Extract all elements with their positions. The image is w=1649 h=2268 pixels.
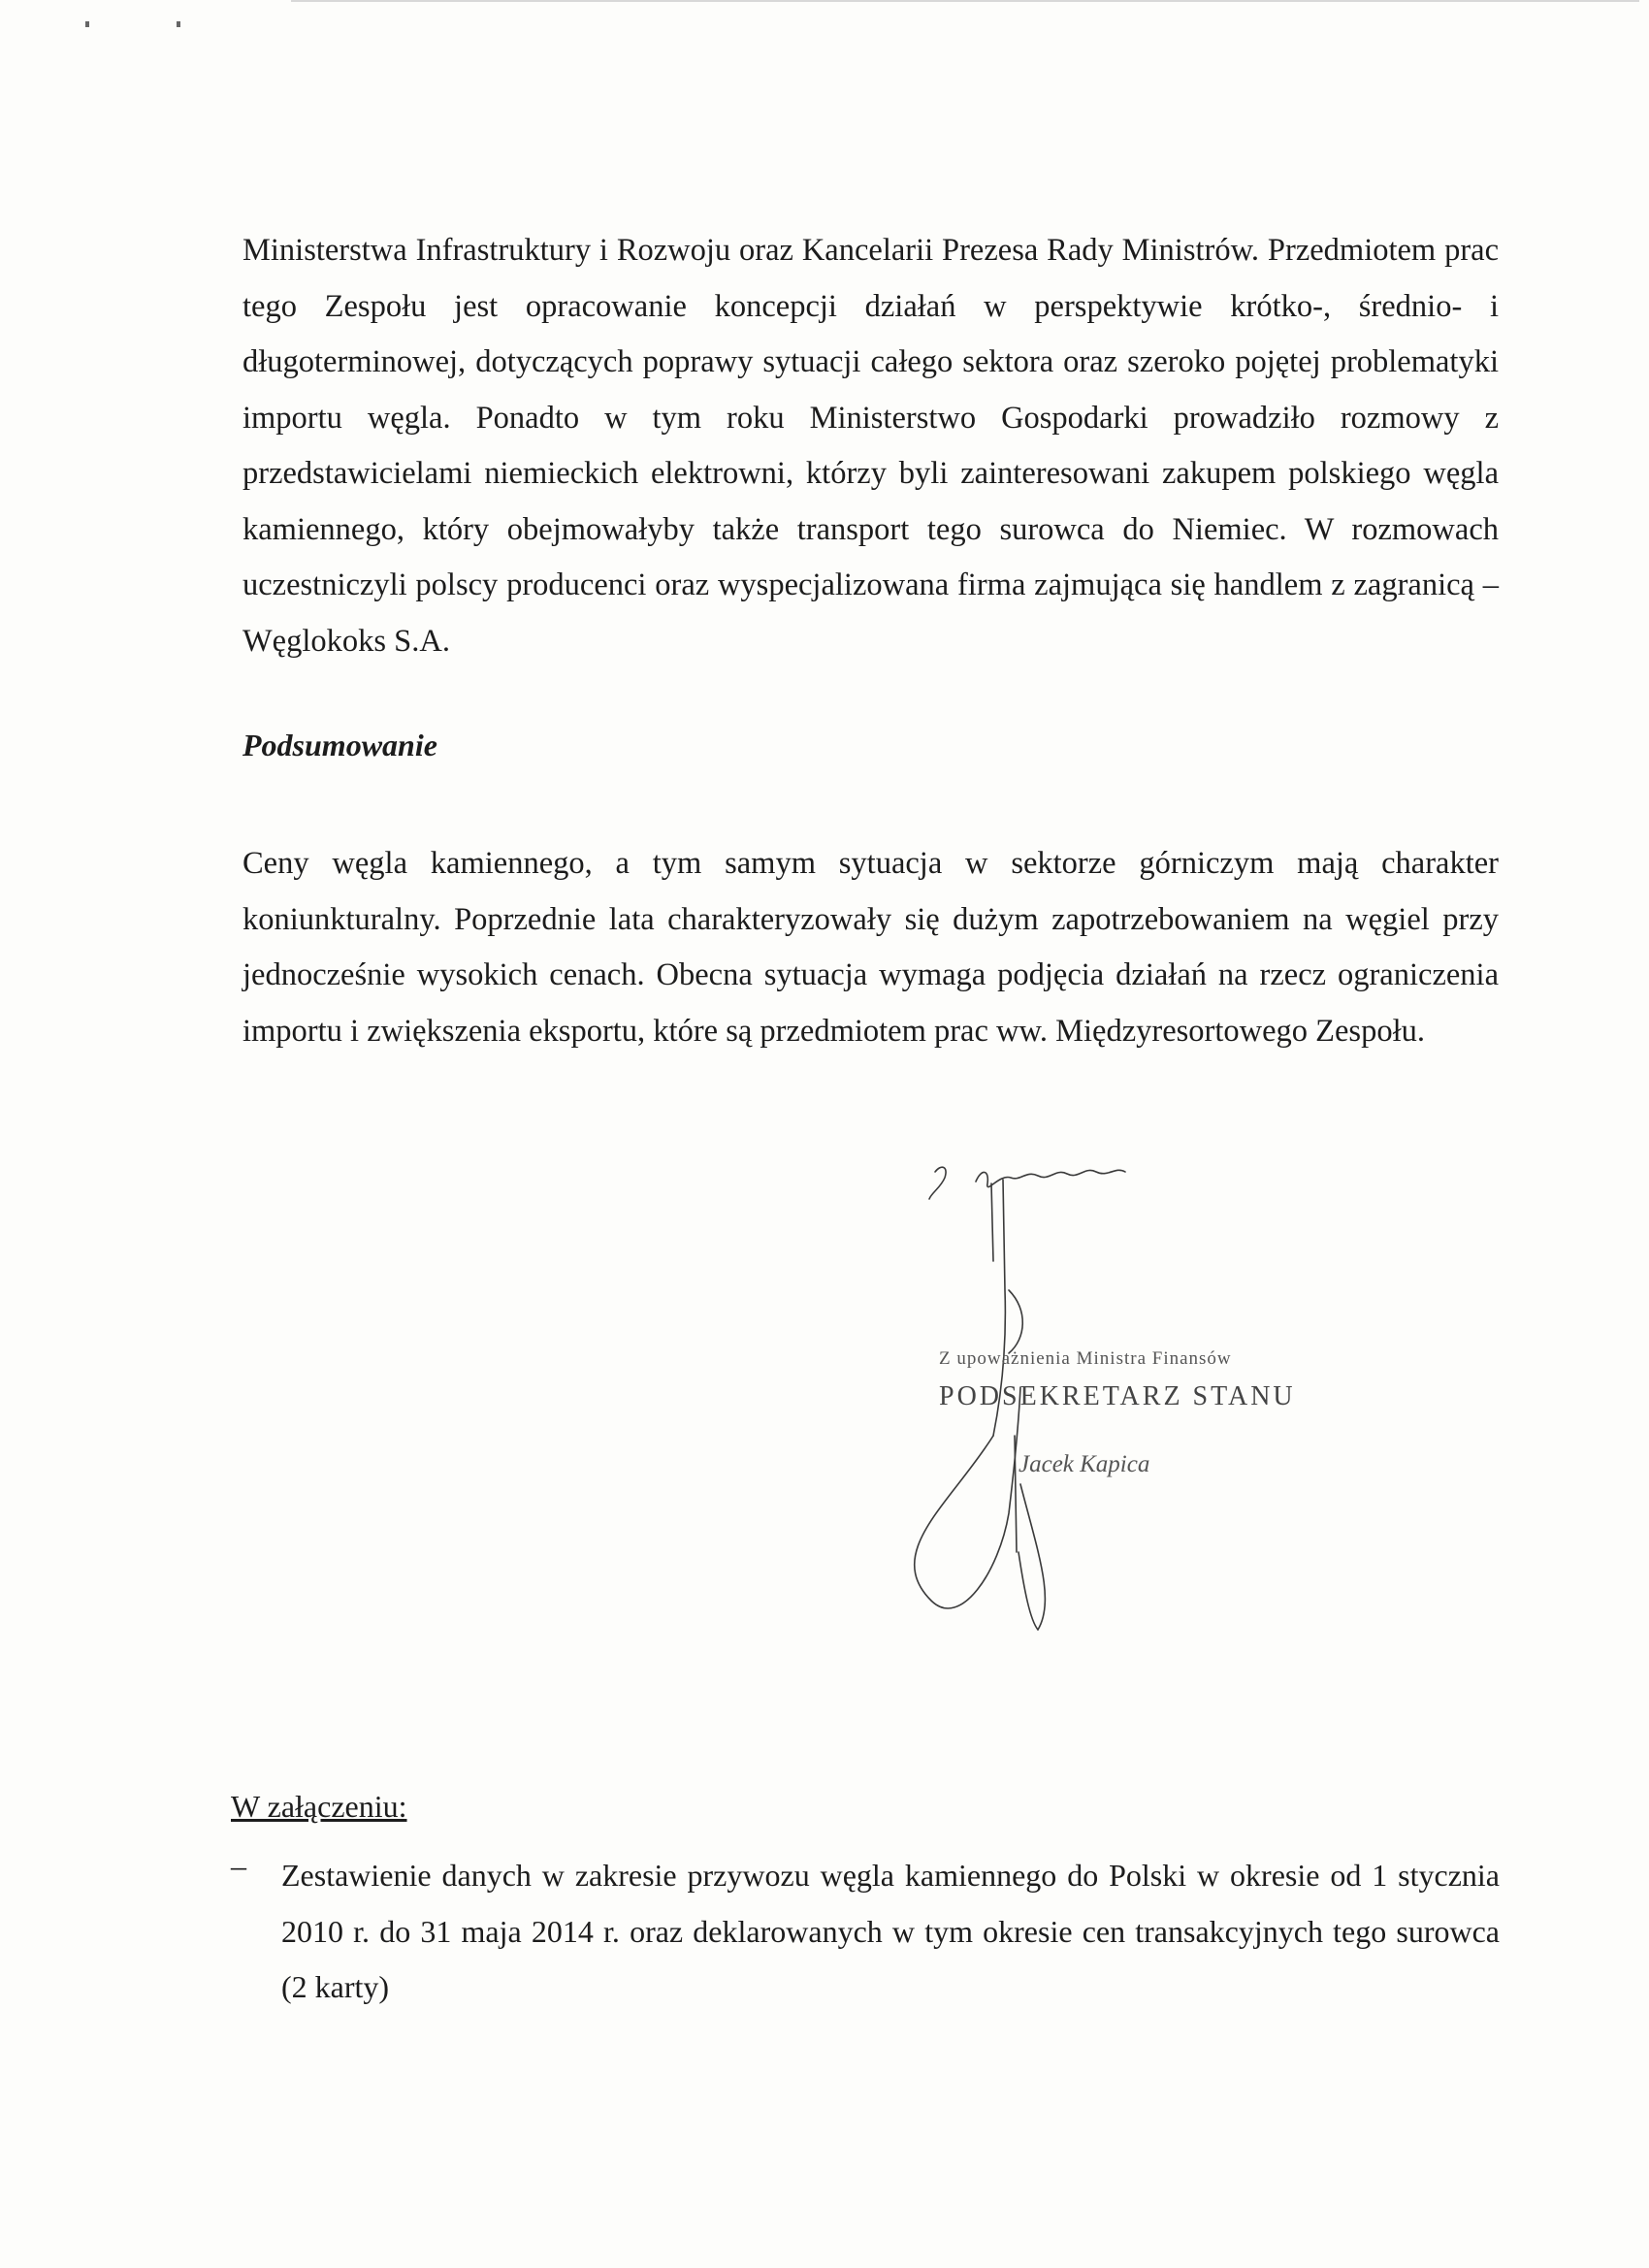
list-bullet: – (231, 1848, 246, 1883)
scan-speck (177, 21, 180, 27)
scan-top-edge (291, 0, 1639, 2)
section-heading: Podsumowanie (242, 728, 437, 762)
scan-speck (85, 21, 89, 27)
stamp-signatory-name: Jacek Kapica (1018, 1451, 1150, 1477)
attachment-item-text: Zestawienie danych w zakresie przywozu węgla kamiennego do Polski w okresie od 1 stycznia 2010 r. do 31 maja 2014 r. oraz deklarowanych w tym okresie cen transakcyjnych tego surowca (2 karty) (281, 1858, 1500, 2004)
stamp-authorization-text: Z upoważnienia Ministra Finansów (939, 1348, 1232, 1369)
stamp-title: PODSEKRETARZ STANU (939, 1381, 1296, 1411)
signature-block (892, 1145, 1319, 1669)
body-paragraph-1: Ministerstwa Infrastruktury i Rozwoju oraz Kancelarii Prezesa Rady Ministrów. Przedmiotem prac tego Zespołu jest opracowanie koncepcji działań w perspektywie krótko-, średnio- i długoterminowej, dotyczących poprawy sytuacji całego sektora oraz szeroko pojętej problematyki importu węgla. Ponadto w tym roku Ministerstwo Gospodarki prowadziło rozmowy z przedstawicielami niemieckich elektrowni, którzy byli zainteresowani zakupem polskiego węgla kamiennego, który obejmowałyby także transport tego surowca do Niemiec. W rozmowach uczestniczyli polscy producenci oraz wyspecjalizowana firma zajmująca się handlem z zagranicą – Węglokoks S.A. (242, 233, 1499, 659)
body-paragraph-2: Ceny węgla kamiennego, a tym samym sytuacja w sektorze górniczym mają charakter koniunkturalny. Poprzednie lata charakteryzowały się dużym zapotrzebowaniem na węgiel przy jednocześnie wysokich cenach. Obecna sytuacja wymaga podjęcia działań na rzecz ograniczenia importu i zwiększenia eksportu, które są przedmiotem prac ww. Międzyresortowego Zespołu. (242, 846, 1499, 1049)
attachments-label: W załączeniu: (231, 1789, 407, 1824)
